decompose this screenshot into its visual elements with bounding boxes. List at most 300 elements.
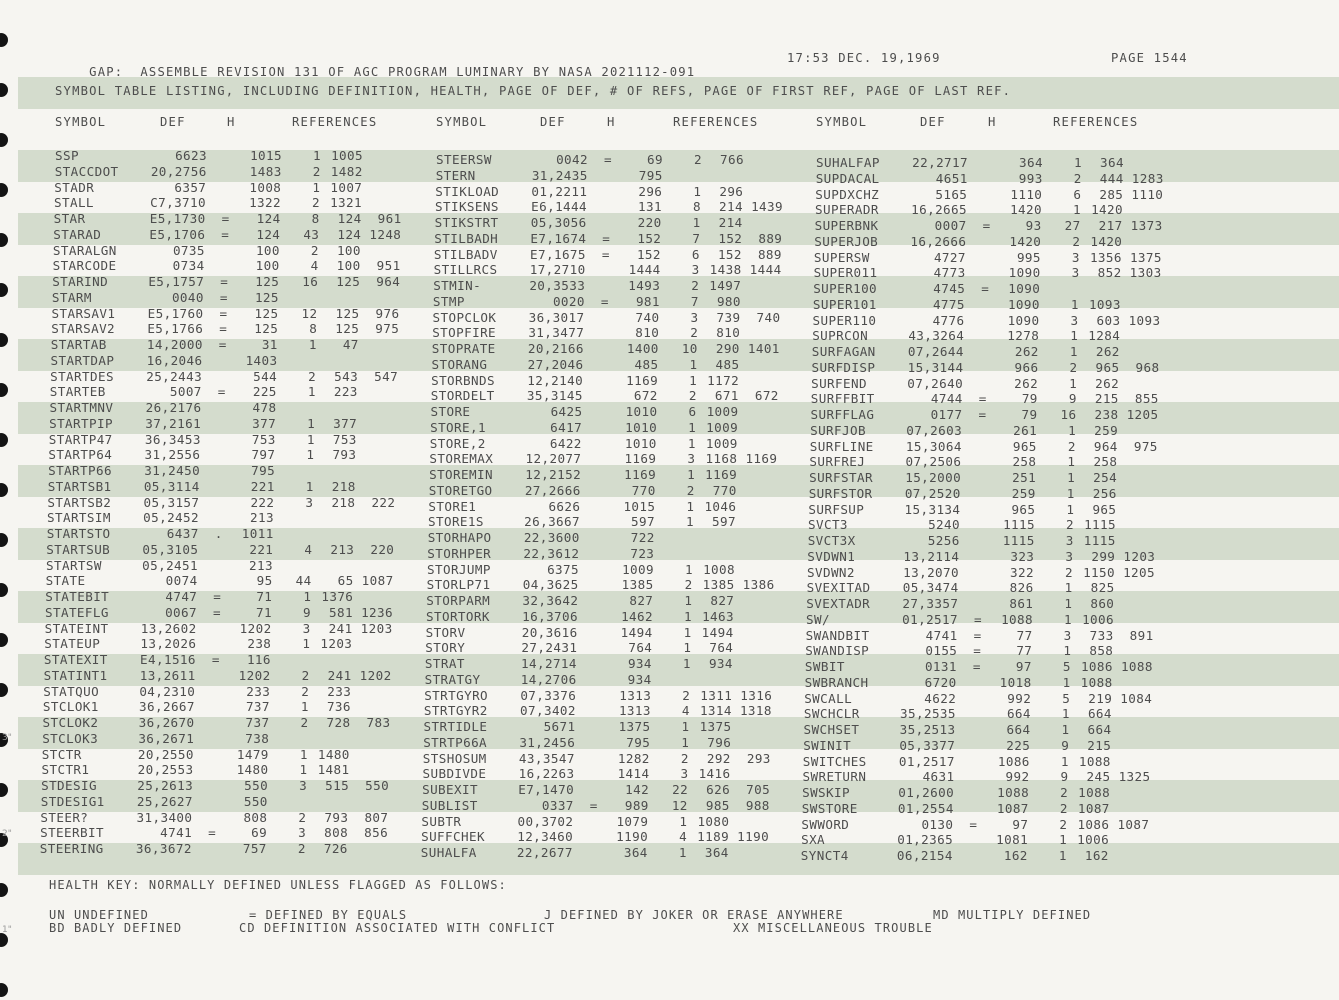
ref-count-cell: 4 — [304, 541, 313, 557]
ref-count-cell: 22 — [672, 782, 689, 797]
ref-count-cell: 2 — [694, 152, 702, 167]
def-cell: 4727 — [933, 249, 966, 265]
def-page-cell: 377 — [252, 415, 277, 431]
def-cell: 01,2517 — [902, 611, 958, 627]
first-ref-page-cell: 736 — [326, 699, 351, 715]
first-ref-page-cell: 1087 — [1077, 800, 1110, 816]
symbol-cell: STILLRCS — [433, 262, 498, 278]
last-ref-page-cell: 672 — [754, 388, 779, 404]
symbol-row — [45, 621, 405, 637]
first-ref-page-cell: 217 — [1098, 218, 1123, 233]
symbol-row — [428, 499, 788, 515]
ref-count-cell: 1 — [306, 431, 315, 447]
def-cell: 07,3402 — [520, 703, 576, 719]
first-ref-page-cell: 1093 — [1088, 296, 1121, 312]
first-ref-page-cell: 860 — [1090, 596, 1115, 611]
symbol-cell: STEER? — [40, 809, 89, 825]
def-cell: 05,3056 — [530, 215, 587, 230]
first-ref-page-cell: 125 — [336, 274, 361, 289]
def-page-cell: 993 — [1018, 170, 1043, 186]
symbol-cell: STDESIG — [41, 778, 97, 793]
symbol-cell: STARTP64 — [48, 447, 113, 463]
tractor-hole — [0, 983, 8, 997]
last-ref-page-cell: 1202 — [359, 667, 392, 683]
symbol-cell: STIKSENS — [435, 199, 499, 215]
ref-count-cell: 1 — [1070, 328, 1079, 344]
def-cell: 5165 — [935, 186, 968, 202]
def-cell: 36,3017 — [528, 309, 585, 325]
symbol-cell: SURFAGAN — [811, 344, 876, 359]
ref-count-cell: 1 — [1064, 611, 1072, 627]
symbol-cell: STCLOK3 — [42, 730, 99, 746]
first-ref-page-cell: 1088 — [1078, 753, 1111, 769]
def-page-cell: 79 — [1021, 407, 1038, 422]
def-page-cell: 550 — [244, 778, 269, 793]
symbol-row — [433, 310, 793, 326]
def-page-cell: 162 — [1003, 848, 1028, 863]
def-page-cell: 220 — [637, 215, 662, 230]
symbol-row — [806, 612, 1166, 628]
def-page-cell: 93 — [1025, 218, 1042, 233]
first-ref-page-cell: 262 — [1095, 344, 1120, 359]
tractor-hole — [0, 583, 8, 597]
ref-count-cell: 1 — [307, 415, 316, 431]
symbol-cell: STORE — [430, 404, 471, 419]
ref-count-cell: 43 — [303, 226, 320, 242]
symbol-row — [815, 187, 1175, 203]
first-ref-page-cell: 753 — [332, 431, 357, 447]
symbol-cell: SVDWN2 — [807, 564, 855, 580]
symbol-row — [807, 565, 1167, 581]
def-page-cell: 1282 — [617, 750, 650, 766]
symbol-row — [52, 306, 412, 322]
symbol-cell: STOPFIRE — [432, 325, 497, 341]
symbol-cell: SXA — [801, 832, 826, 848]
first-ref-page-cell: 728 — [326, 715, 351, 730]
health-cell: = — [219, 321, 228, 337]
health-cell: = — [973, 627, 982, 643]
first-ref-page-cell: 245 — [1086, 769, 1111, 785]
symbol-cell: STATE — [45, 573, 86, 589]
def-cell: 13,2070 — [903, 564, 959, 580]
ref-count-cell: 1 — [687, 467, 696, 482]
last-ref-page-cell: 1283 — [1131, 170, 1164, 186]
symbol-row — [808, 502, 1168, 518]
symbol-row — [50, 400, 410, 416]
symbol-cell: STRTIDLE — [423, 719, 488, 734]
symbol-cell: STARTDAP — [50, 352, 115, 368]
def-cell: 0042 — [556, 152, 588, 167]
def-page-cell: 1479 — [236, 746, 269, 762]
def-page-cell: 981 — [635, 293, 660, 309]
def-cell: 4631 — [922, 769, 955, 785]
def-page-cell: 1420 — [1010, 202, 1042, 218]
def-page-cell: 323 — [1010, 548, 1035, 564]
def-page-cell: 125 — [254, 289, 279, 305]
symbol-row — [424, 688, 784, 704]
ref-count-cell: 1 — [681, 734, 690, 750]
def-page-cell: 1414 — [617, 766, 650, 782]
def-cell: E7,1675 — [530, 246, 586, 262]
health-cell: = — [208, 825, 217, 841]
def-page-cell: 69 — [647, 152, 663, 167]
def-cell: 15,3144 — [907, 359, 964, 375]
symbol-cell: SUPERSW — [813, 249, 870, 265]
ref-count-cell: 2 — [686, 482, 695, 498]
def-cell: 36,2667 — [139, 699, 195, 715]
symbol-row — [48, 479, 408, 495]
first-ref-page-cell: 1284 — [1088, 328, 1121, 344]
symbol-row — [44, 668, 404, 684]
ref-count-cell: 3 — [687, 451, 696, 467]
def-cell: 37,2161 — [145, 415, 202, 431]
def-page-cell: 992 — [1007, 690, 1032, 706]
first-ref-page-cell: 1356 — [1089, 249, 1122, 265]
ref-count-cell: 2 — [1073, 170, 1082, 186]
symbol-cell: SWCHSET — [803, 722, 860, 737]
ref-count-cell: 1 — [303, 589, 312, 604]
ref-count-cell: 2 — [301, 683, 310, 699]
def-cell: 36,2670 — [138, 715, 195, 730]
def-cell: 43,3547 — [518, 750, 575, 766]
first-ref-page-cell: 1169 — [705, 467, 738, 482]
def-cell: 05,2451 — [142, 557, 198, 573]
def-cell: 31,3477 — [528, 325, 585, 341]
def-page-cell: 1375 — [618, 719, 651, 734]
def-page-cell: 827 — [629, 593, 654, 608]
ref-count-cell: 2 — [682, 687, 691, 703]
symbol-row — [805, 675, 1165, 691]
last-ref-page-cell: 1401 — [747, 341, 780, 356]
symbol-cell: STORDELT — [430, 388, 495, 404]
symbol-row — [45, 605, 405, 621]
first-ref-page-cell: 1463 — [702, 608, 734, 624]
def-page-cell: 1169 — [624, 467, 657, 482]
def-page-cell: 597 — [631, 514, 655, 530]
symbol-cell: SURFDISP — [811, 359, 876, 375]
def-page-cell: 71 — [256, 589, 273, 604]
symbol-row — [803, 754, 1163, 770]
first-ref-page-cell: 1203 — [320, 636, 353, 652]
last-ref-page-cell: 855 — [1134, 391, 1159, 407]
last-ref-page-cell: 1248 — [369, 226, 402, 242]
symbol-row — [812, 328, 1172, 344]
symbol-row — [435, 215, 795, 231]
first-ref-page-cell: 764 — [709, 640, 734, 656]
symbol-cell: STARTSTO — [46, 526, 111, 541]
symbol-cell: STOREMAX — [429, 451, 494, 467]
def-cell: 31,2556 — [144, 447, 201, 463]
ref-count-cell: 2 — [1060, 785, 1069, 800]
def-page-cell: 125 — [254, 305, 279, 321]
key-joker: J DEFINED BY JOKER OR ERASE ANYWHERE — [544, 908, 844, 922]
symbol-row — [52, 274, 412, 290]
symbol-cell: STARTEB — [49, 384, 106, 400]
health-cell: = — [221, 226, 230, 242]
ref-count-cell: 1 — [312, 179, 321, 195]
symbol-row — [40, 810, 400, 826]
def-page-cell: 259 — [1011, 485, 1036, 501]
symbol-row — [424, 719, 784, 735]
ref-count-cell: 1 — [684, 593, 693, 608]
first-ref-page-cell: 262 — [1095, 375, 1120, 391]
def-cell: 26,3667 — [524, 514, 580, 530]
symbol-cell: STARTSB2 — [47, 494, 112, 510]
health-cell: = — [219, 305, 228, 321]
symbol-cell: STARTSIM — [47, 510, 111, 526]
def-page-cell: 116 — [246, 652, 271, 667]
ref-count-cell: 12 — [301, 305, 318, 321]
def-page-cell: 995 — [1016, 249, 1041, 265]
symbol-row — [423, 766, 783, 782]
first-ref-page-cell: 934 — [708, 656, 733, 671]
first-ref-page-cell: 1009 — [705, 435, 738, 451]
symbol-cell: STATEFLG — [45, 604, 109, 620]
ref-count-cell: 5 — [1062, 690, 1071, 706]
health-key-title: HEALTH KEY: NORMALLY DEFINED UNLESS FLAGGED AS FOLLOWS: — [49, 878, 507, 892]
ref-count-cell: 4 — [681, 703, 690, 719]
symbol-row — [810, 423, 1170, 439]
symbol-row — [432, 341, 792, 357]
last-ref-page-cell: 1084 — [1120, 690, 1153, 706]
symbol-cell: SURFREJ — [809, 454, 866, 470]
def-cell: 15,3064 — [905, 438, 962, 454]
symbol-cell: STCTR — [41, 746, 82, 762]
def-page-cell: 1169 — [624, 451, 657, 467]
symbol-row — [813, 313, 1173, 329]
symbol-row — [425, 672, 785, 688]
symbol-cell: STEERING — [39, 841, 104, 856]
symbol-cell: STMP — [432, 293, 465, 309]
def-page-cell: 152 — [637, 230, 662, 246]
def-page-cell: 296 — [638, 183, 663, 199]
first-ref-page-cell: 1080 — [697, 813, 730, 829]
ref-count-cell: 1 — [1066, 485, 1075, 501]
symbol-row — [49, 416, 409, 432]
health-cell: = — [981, 281, 990, 296]
first-ref-page-cell: 223 — [333, 384, 358, 400]
symbol-row — [803, 769, 1163, 785]
def-cell: 22,2677 — [516, 845, 573, 860]
tractor-hole — [0, 233, 8, 247]
def-page-cell: 934 — [627, 671, 652, 687]
first-ref-page-cell: 1480 — [317, 746, 350, 762]
def-cell: 12,2152 — [525, 467, 582, 482]
def-page-cell: 1110 — [1010, 186, 1043, 202]
def-page-cell: 992 — [1005, 769, 1030, 785]
def-page-cell: 1313 — [618, 703, 651, 719]
def-page-cell: 722 — [630, 530, 655, 545]
def-page-cell: 1202 — [239, 620, 272, 636]
def-cell: 5671 — [543, 719, 576, 734]
first-ref-page-cell: 796 — [707, 734, 732, 750]
symbol-cell: SWBRANCH — [804, 674, 869, 690]
last-ref-page-cell: 961 — [377, 211, 402, 226]
first-ref-page-cell: 258 — [1093, 454, 1118, 470]
def-cell: 6357 — [174, 179, 207, 195]
symbol-row — [40, 841, 400, 857]
def-cell: 0155 — [925, 643, 958, 659]
ref-count-cell: 1 — [1069, 375, 1078, 391]
tractor-hole — [0, 533, 8, 547]
def-cell: E7,1674 — [530, 230, 587, 246]
def-cell: 36,2671 — [138, 730, 195, 746]
def-page-cell: 258 — [1012, 454, 1037, 470]
def-page-cell: 77 — [1016, 627, 1033, 643]
symbol-cell: SUBEXIT — [422, 782, 478, 797]
ref-count-cell: 1 — [686, 514, 694, 530]
first-ref-page-cell: 626 — [706, 782, 731, 797]
first-ref-page-cell: 364 — [704, 845, 729, 860]
last-ref-page-cell: 1190 — [737, 829, 770, 845]
first-ref-page-cell: 292 — [706, 750, 731, 766]
last-ref-page-cell: 1316 — [740, 687, 773, 703]
symbol-row — [426, 593, 786, 609]
health-cell: = — [602, 230, 611, 246]
ref-count-cell: 9 — [303, 604, 311, 620]
ref-count-cell: 1 — [299, 762, 308, 778]
def-cell: 6425 — [550, 404, 583, 419]
symbol-cell: SURFJOB — [810, 422, 866, 438]
symbol-row — [431, 373, 791, 389]
symbol-cell: STORE1S — [428, 514, 484, 530]
key-undefined: UN UNDEFINED — [49, 908, 149, 922]
ref-count-cell: 2 — [1066, 517, 1074, 533]
symbol-row — [429, 451, 789, 467]
ref-count-cell: 2 — [297, 841, 306, 856]
symbol-row — [814, 250, 1174, 266]
first-ref-page-cell: 296 — [719, 183, 744, 199]
def-page-cell: 723 — [630, 545, 655, 561]
ref-count-cell: 27 — [1064, 218, 1081, 233]
tractor-hole — [0, 133, 8, 147]
symbol-cell: SURFEND — [811, 375, 867, 391]
def-page-cell: 124 — [256, 211, 281, 226]
symbol-cell: SVEXITAD — [806, 580, 871, 596]
def-page-cell: 364 — [1019, 155, 1043, 170]
ref-count-cell: 10 — [681, 341, 698, 356]
ref-count-cell: 2 — [312, 163, 321, 179]
symbol-row — [809, 454, 1169, 470]
symbol-row — [425, 640, 785, 656]
symbol-row — [432, 325, 792, 341]
ref-count-cell: 6 — [1073, 186, 1082, 202]
last-ref-page-cell: 1325 — [1118, 769, 1151, 785]
def-cell: 14,2714 — [521, 656, 577, 671]
symbol-row — [50, 369, 410, 385]
def-page-cell: 1086 — [997, 753, 1030, 769]
first-ref-page-cell: 1086 — [1080, 659, 1113, 674]
def-page-cell: 97 — [1012, 816, 1029, 832]
first-ref-page-cell: 241 — [328, 620, 353, 636]
ref-count-cell: 44 — [295, 573, 312, 589]
def-page-cell: 1081 — [996, 832, 1029, 848]
symbol-row — [48, 447, 408, 463]
symbol-row — [429, 483, 789, 499]
symbol-cell: STRAT — [424, 656, 465, 671]
health-cell: = — [969, 816, 978, 832]
def-page-cell: 808 — [243, 809, 268, 825]
def-page-cell: 1385 — [621, 577, 654, 593]
symbol-row — [433, 294, 793, 310]
last-ref-page-cell: 1205 — [1126, 407, 1159, 422]
first-ref-page-cell: 1385 — [702, 577, 735, 593]
first-ref-page-cell: 100 — [336, 258, 361, 274]
ref-count-cell: 6 — [691, 246, 700, 262]
symbol-cell: STATQUO — [43, 683, 100, 699]
def-cell: 17,2710 — [529, 262, 586, 278]
first-ref-page-cell: 218 — [331, 478, 356, 494]
symbol-row — [426, 609, 786, 625]
def-cell: 20,2166 — [527, 341, 584, 356]
def-page-cell: 934 — [627, 656, 652, 671]
symbol-row — [40, 825, 400, 841]
symbol-row — [809, 486, 1169, 502]
first-ref-page-cell: 515 — [325, 778, 350, 793]
symbol-row — [41, 778, 401, 794]
symbol-row — [801, 848, 1161, 864]
ref-count-cell: 3 — [302, 620, 311, 636]
symbol-cell: SWBIT — [804, 659, 845, 674]
symbol-row — [807, 580, 1167, 596]
symbol-row — [435, 199, 795, 215]
symbol-row — [55, 148, 415, 164]
def-cell: 05,2452 — [143, 510, 199, 526]
last-ref-page-cell: 975 — [375, 321, 400, 337]
def-cell: 25,2443 — [146, 368, 203, 384]
symbol-row — [805, 643, 1165, 659]
last-ref-page-cell: 1318 — [739, 703, 772, 719]
last-ref-page-cell: 1375 — [1129, 249, 1162, 265]
symbol-row — [51, 353, 411, 369]
def-cell: 0735 — [172, 242, 205, 258]
health-cell: = — [213, 604, 221, 620]
def-cell: 05,3157 — [143, 494, 200, 510]
ref-count-cell: 8 — [693, 199, 701, 215]
first-ref-page-cell: 214 — [719, 199, 743, 215]
def-page-cell: 1087 — [996, 800, 1029, 816]
def-cell: 6437 — [166, 526, 199, 541]
def-cell: 0130 — [921, 816, 954, 832]
symbol-cell: STACCDOT — [54, 163, 119, 179]
symbol-row — [54, 211, 414, 227]
header-title: GAP: ASSEMBLE REVISION 131 OF AGC PROGRAM LUMINARY BY NASA 2021112-091 — [89, 65, 696, 79]
ref-count-cell: 3 — [305, 494, 314, 510]
def-page-cell: 1480 — [236, 762, 269, 778]
def-cell: 07,2506 — [905, 454, 962, 470]
def-page-cell: 142 — [625, 782, 650, 797]
symbol-cell: STORANG — [431, 356, 488, 372]
symbol-cell: SUBLIST — [421, 797, 478, 813]
def-cell: 31,3400 — [136, 809, 193, 825]
first-ref-page-cell: 810 — [716, 325, 741, 341]
def-page-cell: 1494 — [620, 624, 653, 640]
symbol-cell: STARTP47 — [48, 431, 113, 447]
tractor-hole — [0, 483, 8, 497]
def-page-cell: 100 — [255, 258, 280, 274]
symbol-row — [47, 495, 407, 511]
def-page-cell: 213 — [250, 510, 274, 526]
symbol-row — [802, 801, 1162, 817]
ref-count-cell: 1 — [687, 435, 696, 451]
first-ref-page-cell: 1046 — [704, 498, 737, 514]
symbol-row — [427, 577, 787, 593]
symbol-row — [434, 231, 794, 247]
symbol-cell: SUPER110 — [812, 312, 877, 328]
symbol-cell: SWITCHES — [802, 753, 867, 769]
health-cell: = — [973, 643, 982, 659]
def-cell: 0177 — [930, 407, 963, 422]
